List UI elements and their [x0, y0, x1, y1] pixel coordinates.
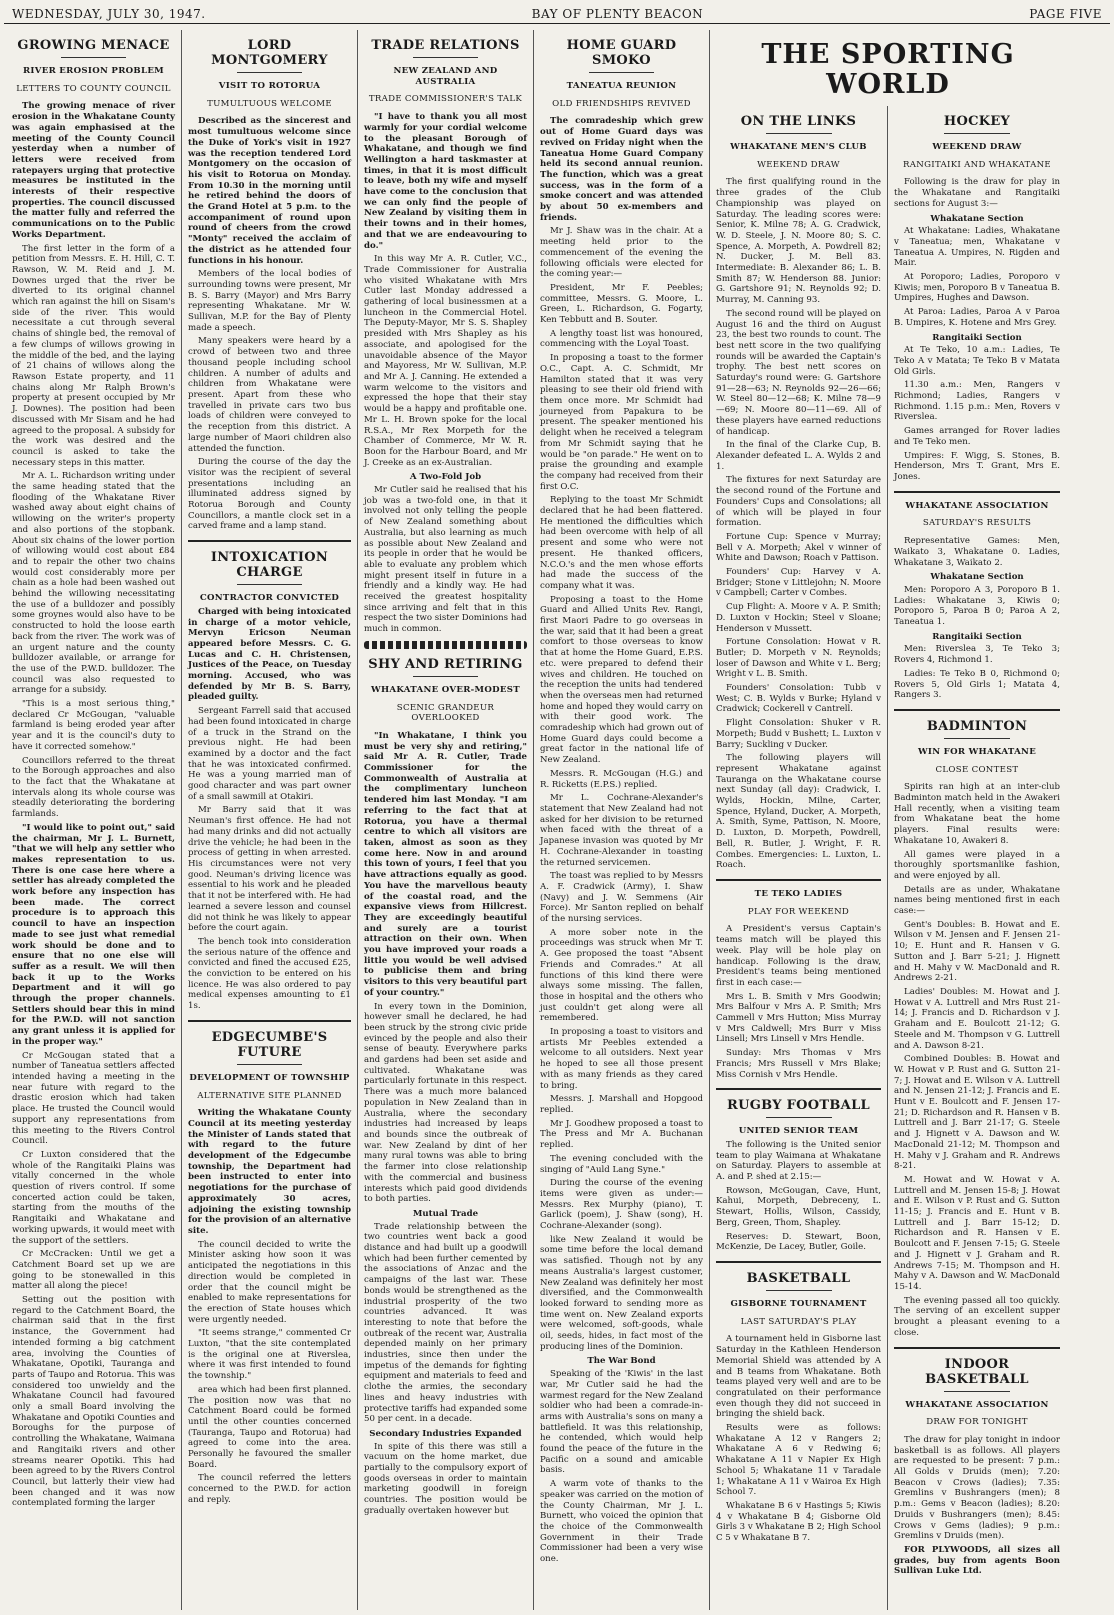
- paragraph: Councillors referred to the threat to the Borough approaches and also to the fact that the Whakatane at intervals along its whole course was steadily deteriorating the bordering farmlands.: [12, 755, 175, 820]
- paragraph: Members of the local bodies of surrounding towns were present, Mr B. S. Barry (Mayor) and Mrs Barry representing Whakatane. Mr W. Sullivan, M.P. for the Bay of Plenty made a speech.: [188, 269, 351, 333]
- paragraph: In every town in the Dominion, however small he declared, he had been struck by the strong civic pride evinced by the people and also their sense of beauty. Everywhere parks and gardens had been set aside and cultivated. Whakatane was particularly fortunate in this respect. There was a much more balanced population in New Zealand than in Australia, where the secondary industries had increased by leaps and bounds since the outbreak of war. New Zealand by dint of her many rural towns was able to bring the farmer into close relationship with the commercial and business interests which paid good dividends to both parties.: [364, 1001, 527, 1205]
- subheading: OLD FRIENDSHIPS REVIVED: [552, 98, 691, 109]
- masthead-date: WEDNESDAY, JULY 30, 1947.: [12, 7, 206, 21]
- sport-column-right: [888, 106, 1066, 1610]
- headline: TE TEKO LADIES: [754, 889, 843, 899]
- headline: HOCKEY: [943, 114, 1011, 129]
- paragraph: The following players will represent Whakatane against Tauranga on the Whakatane course next Sunday (all day): Cradwick, I. Wylds, Hockin, Milne, Carter, Spence, Hyland, Ducker, A. Morpeth, A. Smith, Syme, Pattison, N. Moore, D. Luxton, D. Morpeth, Powdrell, Bell, R. Butler, J. Wright, F. R. Combes. Emergencies: L. Luxton, L. Roach.: [716, 753, 881, 871]
- paragraph: At Te Teko, 10 a.m.: Ladies, Te Teko A v Matata; Te Teko B v Matata Old Girls.: [894, 345, 1060, 377]
- paragraph: The draw for play tonight in indoor basketball is as follows. All players are requested to be present: 7 p.m.: All Golds v Druids (men); 7.20: Beacon v Crows (ladies); 7.35: Gremlins v Bushrangers (men); 8 p.m.: Gems v Beacon (ladies); 8.20: Druids v Bushrangers (men); 8.45: Crows v Gems (ladies); 9 p.m.: Gremlins v Druids (men).: [894, 1434, 1060, 1542]
- paragraph: 11.30 a.m.: Men, Rangers v Richmond; Ladies, Rangers v Richmond. 1.15 p.m.: Men, Rovers v Riverslea.: [894, 380, 1060, 423]
- deck: CONTRACTOR CONVICTED: [199, 593, 340, 604]
- deck: GISBORNE TOURNAMENT: [730, 1298, 867, 1309]
- paragraph: Men: Riverslea 3, Te Teko 3; Rovers 4, Richmond 1.: [894, 644, 1060, 666]
- paragraph: In this way Mr A. R. Cutler, V.C., Trade Commissioner for Australia who visited Whakatane with Mrs Cutler last Monday addressed a gathering of local businessmen at a luncheon in the Commercial Hotel. The Deputy-Mayor, Mr S. S. Shapley presided with Mrs Shapley as his associate, and apologised for the unavoidable absence of the Mayor and Mayoress, Mr W. Sullivan, M.P. and Mr A. J. Canning. He extended a warm welcome to the visitors and expressed the hope that their stay would be a happy and profitable one. Mr L. H. Brown spoke for the local R.S.A., Mr Rex Morpeth for the Chamber of Commerce, Mr W. R. Boon for the Harbour Board, and Mr J. Creeke as an ex-Australian.: [364, 254, 527, 468]
- subheading: CLOSE CONTEST: [935, 764, 1019, 775]
- headline: ON THE LINKS: [740, 114, 857, 129]
- paragraph: Details are as under, Whakatane names being mentioned first in each case:—: [894, 884, 1060, 917]
- paragraph: M. Howat and W. Howat v A. Luttrell and M. Jensen 15-8; J. Howat and E. Wilson v P. Rust and G. Sutton 11-15; J. Francis and E. Hunt v B. Luttrell and J. Barr 15-12; D. Richardson and R. Hansen v E. Boulcott and F. Jensen 7-15; G. Steele and J. Hignett v J. Graham and R. Andrews 7-15; M. Thompson and H. Mahy v A. Dawson and W. MacDonald 15-14.: [894, 1174, 1060, 1292]
- lead-paragraph: "I have to thank you all most warmly for your cordial welcome to the pleasant Borough of Whakatane, and though we find Wellington a hard taskmaster at times, in that it is most difficult to leave, both my wife and myself have come to the conclusion that we can only find the people of New Zealand by visiting them in their towns and in their homes, and that we are endeavouring to do.": [364, 112, 527, 251]
- paragraph: Whakatane B 6 v Hastings 5; Kiwis 4 v Whakatane B 4; Gisborne Old Girls 3 v Whakatane B 2; High School C 5 v Whakatane B 7.: [716, 1500, 881, 1544]
- deck: UNITED SENIOR TEAM: [738, 1126, 859, 1137]
- subheading: DRAW FOR TONIGHT: [926, 1417, 1028, 1428]
- deck: RIVER EROSION PROBLEM: [22, 66, 164, 76]
- subhead: Mutual Trade: [412, 1208, 479, 1219]
- paragraph: In proposing a toast to the former O.C., Capt. A. C. Schmidt, Mr Hamilton stated that it was very pleasing to see their old friend with them once more. Mr Schmidt had journeyed from Papakura to be present. The speaker mentioned his delight when he received a telegram from Mr Schmidt saying that he would be "on parade." He went on to praise the grounding and example the company had received from their first O.C.: [540, 353, 703, 492]
- paragraph: "It seems strange," commented Cr Luxton, "that the site contemplated is the original one at Riverslea, where it was first intended to found the township.": [188, 1328, 351, 1382]
- paragraph: The evening concluded with the singing of "Auld Lang Syne.": [540, 1153, 703, 1175]
- subhead: Secondary Industries Expanded: [369, 1428, 522, 1439]
- paragraph: In proposing a toast to visitors and artists Mr Peebles extended a welcome to all outsiders. Next year he hoped to see all those present with as many friends as they cared to bring.: [540, 1027, 703, 1091]
- paragraph: The first letter in the form of a petition from Messrs. E. H. Hill, C. T. Rawson, W. M. Reid and J. M. Downes urged that the river be diverted to its original channel which ran against the hill on Sisam's side of the river. This would necessitate a cut through several chains of shingle bed, the removal of a few clumps of willows growing in the middle of the bed, and the laying of 21 chains of willows along the Rawson Estate property, and 11 chains along Mr Ralph Brown's property at present occupied by Mr J. Downes). The position had been discussed with Mr Sisam and he had agreed to the proposal. A subsidy for the work was desired and the council is asked to take the necessary steps in this matter.: [12, 243, 175, 468]
- paragraph: Games arranged for Rover ladies and Te Teko men.: [894, 426, 1060, 447]
- deck: WHAKATANE ASSOCIATION: [905, 1399, 1049, 1410]
- paragraph: A more sober note in the proceedings was struck when Mr T. A. Gee proposed the toast "Absent Friends and Comrades." At all functions of this kind there were always some missing. The fallen, those in hospital and the others who just couldn't get along were all remembered.: [540, 927, 703, 1024]
- paragraph: Flight Consolation: Shuker v R. Morpeth; Budd v Bushett; L. Luxton v Barry; Suckling v Ducker.: [716, 718, 881, 750]
- subhead: A Two-Fold Job: [409, 472, 482, 483]
- paragraph: Mr L. Cochrane-Alexander's statement that New Zealand had not asked for her division to be returned when faced with the threat of a Japanese invasion was quoted by Mr H. Cochrane-Alexander in toasting the returned servicemen.: [540, 793, 703, 868]
- paragraph: The evening passed all too quickly. The serving of an excellent supper brought a pleasant evening to a close.: [894, 1295, 1060, 1338]
- paragraph: A warm vote of thanks to the speaker was carried on the motion of the County Chairman, Mr J. L. Burnett, who voiced the opinion that the choice of the Commonwealth Government in their Trade Commissioner had been a very wise one.: [540, 1479, 703, 1565]
- paragraph: At Paroa: Ladies, Paroa A v Paroa B. Umpires, K. Hotene and Mrs Grey.: [894, 307, 1060, 328]
- subheading: LAST SATURDAY'S PLAY: [740, 1316, 857, 1327]
- paragraph: Setting out the position with regard to the Catchment Board, the chairman said that in the first instance, the Government had intended forming a big catchment area, involving the Counties of Whakatane, Opotiki, Tauranga and parts of Taupo and Rotorua. This was considered too unwieldy and the Whakatane Council had favoured only a small Board involving the Whakatane and Opotiki Counties and Boroughs for the purpose of controlling the Whakatane, Waimana and Rangitaiki rivers and other streams nearer Opotiki. This had been agreed to by the Rivers Control Council, but latterly their view had been changed and it was now contemplated forming the larger: [12, 1295, 175, 1509]
- paragraph: Cr McCracken: Until we get a Catchment Board set up we are going to be stonewalled in this matter all along the piece!: [12, 1249, 175, 1292]
- paragraph: The bench took into consideration the serious nature of the offence and convicted and fined the accused £25, the conviction to be entered on his licence. He was also ordered to pay medical expenses amounting to £1 1s.: [188, 936, 351, 1012]
- column-growing-menace: [6, 30, 182, 1610]
- section-title: THE SPORTING WORLD: [761, 39, 1015, 100]
- deck: WIN FOR WHAKATANE: [917, 746, 1037, 757]
- paragraph: Gent's Doubles: B. Howat and E. Wilson v M. Jensen and F. Jensen 21-10; E. Hunt and R. Hansen v G. Sutton and J. Barr 5-21; J. Hignett and H. Mahy v W. MacDonald and R. Andrews 2-21.: [894, 919, 1060, 984]
- headline: TRADE RELATIONS: [371, 38, 520, 53]
- paragraph: A President's versus Captain's teams match will be played this week. Play will be hole play on handicap. Following is the draw, President's teams being mentioned first in each case:—: [716, 924, 881, 988]
- lead-paragraph: Described as the sincerest and most tumultuous welcome since the Duke of York's visit in 1927 was the reception tendered Lord Montgomery on the occasion of his visit to Rotorua on Monday. From 10.30 in the morning until he retired behind the doors of the Grand Hotel at 5 p.m. to the accompaniment of round upon round of cheers from the crowd "Monty" received the acclaim of the district as he attended four functions in his honour.: [188, 116, 351, 266]
- subheading: SATURDAY'S RESULTS: [922, 518, 1032, 529]
- headline: SHY AND RETIRING: [368, 656, 523, 672]
- paragraph: A tournament held in Gisborne last Saturday in the Kathleen Henderson Memorial Shield was attended by A and B teams from Whakatane. Both teams played very well and are to be congratulated on their performance even though they did not succeed in bringing the shield back.: [716, 1334, 881, 1420]
- section-label: Whakatane Section: [930, 213, 1024, 224]
- lead-paragraph: Writing the Whakatane County Council at its meeting yesterday the Minister of Lands stated that with regard to the future development of the Edgecumbe township, the Department had been instructed to enter into negotiations for the purchase of approximately 30 acres, adjoining the existing township for the provision of an alternative site.: [188, 1108, 351, 1236]
- newspaper-page: [6, 30, 1108, 1610]
- paragraph: At Whakatane: Ladies, Whakatane v Taneatua; men, Whakatane v Taneatua A. Umpires, N. Rigden and Mair.: [894, 226, 1060, 269]
- subheading: TRADE COMMISSIONER'S TALK: [368, 94, 523, 105]
- masthead-page: PAGE FIVE: [1029, 7, 1102, 21]
- masthead-title: BAY OF PLENTY BEACON: [531, 7, 704, 21]
- paragraph: The toast was replied to by Messrs A. F. Cradwick (Army), I. Shaw (Navy) and J. W. Semmens (Air Force). Mr Santon replied on behalf of the nursing services.: [540, 871, 703, 925]
- deck: WHAKATANE MEN'S CLUB: [730, 142, 867, 152]
- paragraph: Cr Luxton considered that the whole of the Rangitaiki Plains was vitally concerned in the whole question of rivers control. If some concerted action could be taken, starting from the mouths of the Rangitaiki and Whakatane and working upwards, it would meet with the support of the settlers.: [12, 1149, 175, 1246]
- paragraph: The council decided to write the Minister asking how soon it was anticipated the negotiations in this direction would be completed in order that the council might be enabled to make representations for the erection of State houses which were urgently needed.: [188, 1239, 351, 1325]
- section-label: Rangitaiki Section: [932, 631, 1022, 642]
- paragraph: Sergeant Farrell said that accused had been found intoxicated in charge of a truck in the Strand on the previous night. He had been examined by a doctor and the fact that he was intoxicated confirmed. He was a young married man of good character and was part owner of a small sawmill at Otakiri.: [188, 706, 351, 802]
- headline: RUGBY FOOTBALL: [727, 1098, 870, 1114]
- paragraph: At Poroporo; Ladies, Poroporo v Kiwis; men, Poroporo B v Taneatua B. Umpires, Hughes and Dawson.: [894, 272, 1060, 304]
- deck: VISIT TO ROTORUA: [218, 81, 321, 91]
- headline: WHAKATANE ASSOCIATION: [905, 500, 1049, 511]
- subheading: RANGITAIKI AND WHAKATANE: [902, 159, 1051, 170]
- paragraph: Messrs. J. Marshall and Hopgood replied.: [540, 1094, 703, 1115]
- subheading: SCENIC GRANDEUR OVERLOOKED: [396, 702, 495, 724]
- paragraph: Cup Flight: A. Moore v A. P. Smith; D. Luxton v Hockin; Steel v Sloane; Henderson v Mussett.: [716, 602, 881, 634]
- headline: LORD MONTGOMERY: [211, 38, 328, 68]
- masthead: [4, 4, 1110, 24]
- paragraph: area which had been first planned. The position now was that no Catchment Board could be formed until the other counties concerned (Tauranga, Taupo and Rotorua) had agreed to come into the area. Personally he favoured the smaller Board.: [188, 1384, 351, 1470]
- paragraph: Mr Cutler said he realised that his job was a two-fold one, in that it involved not only telling the people of New Zealand something about Australia, but also learning as much as possible about New Zealand and its people in order that he would be able to evaluate any problem which might present itself in future in a friendly and a kindly way. He had received the greatest hospitality since arriving and felt that in this respect the two sister Dominions had much in common.: [364, 485, 527, 635]
- paragraph: Founders' Cup: Harvey v A. Bridger; Stone v Littlejohn; N. Moore v Campbell; Carter v Combes.: [716, 567, 881, 599]
- paragraph: Following is the draw for play in the Whakatane and Rangitaiki sections for August 3:—: [894, 177, 1060, 209]
- headline: BASKETBALL: [746, 1270, 851, 1286]
- subhead: The War Bond: [587, 1356, 656, 1367]
- subheading: PLAY FOR WEEKEND: [747, 906, 850, 917]
- paragraph: Mr J. Shaw was in the chair. At a meeting held prior to the commencement of the evening the following officials were elected for the coming year:—: [540, 226, 703, 280]
- paragraph: Mr Barry said that it was Neuman's first offence. He had not had many drinks and did not actually drive the vehicle; he had been in the process of getting in when arrested. His circumstances were not very good. Neuman's driving licence was essential to his work and he pleaded that it not be interfered with. He had learned a severe lesson and counsel did not think he was likely to appear before the court again.: [188, 805, 351, 934]
- headline: HOME GUARD SMOKO: [566, 38, 677, 68]
- paragraph: Messrs. R. McGougan (H.G.) and R. Ricketts (E.P.S.) replied.: [540, 768, 703, 790]
- paragraph: Reserves: D. Stewart, Boon, McKenzie, De Lacey, Butler, Goile.: [716, 1231, 881, 1253]
- paragraph: Mrs L. B. Smith v Mrs Goodwin; Mrs Balfour v Mrs A. P. Smith; Mrs Cammell v Mrs Hutton; Miss Murray v Mrs Caldwell; Mrs Burr v Miss Linsell; Mrs Linsell v Mrs Hendle.: [716, 991, 881, 1045]
- lead-paragraph: "In Whakatane, I think you must be very shy and retiring," said Mr A. R. Cutler, Trade Commissioner for the Commonwealth of Australia at the complimentary luncheon tendered him last Monday. "I am referring to the fact that at Rotorua, you have a thermal centre to which all visitors are taken, almost as soon as they come here. Now in and around this town of yours, I feel that you have attractions equally as good. You have the marvellous beauty of the coastal road, and the expansive views from Hillcrest. They are exceedingly beautiful and surely are a tourist attraction on their own. When you have improved your roads a little you would be well advised to publicise them and bring visitors to this very beautiful part of your country.": [364, 730, 527, 998]
- section-label: Rangitaiki Section: [932, 332, 1022, 343]
- subheading: TUMULTUOUS WELCOME: [207, 98, 332, 109]
- column-trade-relations: [358, 30, 534, 1610]
- paragraph: During the course of the evening items were given as under:— Messrs. Rex Murphy (piano), T. Garlick (poem), J. Shaw (song), H. Cochrane-Alexander (song).: [540, 1178, 703, 1232]
- lead-paragraph: The comradeship which grew out of Home Guard days was revived on Friday night when the Taneatua Home Guard Company held its second annual reunion. The function, which was a great success, was in the form of a smoke concert and was attended by about 50 ex-members and friends.: [540, 116, 703, 223]
- paragraph: All games were played in a thoroughly sportsmanlike fashion, and were enjoyed by all.: [894, 849, 1060, 881]
- paragraph: Results were as follows: Whakatane A 12 v Rangers 2; Whakatane A 6 v Redwing 6; Whakatane A 11 v Napier Ex High School 5; Whakatane 11 v Taradale 1; Whakatane A 11 v Wairoa Ex High School 7.: [716, 1423, 881, 1498]
- lead-paragraph: Charged with being intoxicated in charge of a motor vehicle, Mervyn Ericson Neuman appeared before Messrs. C. G. Lucas and C. H. Christensen, Justices of the Peace, on Tuesday morning. Accused, who was defended by Mr B. S. Barry, pleaded guilty.: [188, 606, 351, 703]
- paragraph: Umpires: F. Wigg, S. Stones, B. Henderson, Mrs T. Grant, Mrs E. Jones.: [894, 450, 1060, 482]
- paragraph: In the final of the Clarke Cup, B. Alexander defeated L. A. Wylds 2 and 1.: [716, 440, 881, 472]
- sport-column-left: [710, 106, 888, 1610]
- paragraph: A lengthy toast list was honoured, commencing with the Loyal Toast.: [540, 328, 703, 350]
- paragraph: During the course of the day the visitor was the recipient of several presentations including an illuminated address signed by Rotorua Borough and County Councillors, a mantle clock set in a carved frame and a lamp stand.: [188, 457, 351, 532]
- deck: TANEATUA REUNION: [566, 81, 677, 91]
- paragraph: Combined Doubles: B. Howat and W. Howat v P. Rust and G. Sutton 21-7; J. Howat and E. Wilson v A. Luttrell and N. Jensen 21-12; J. Francis and E. Hunt v E. Boulcott and F. Jensen 17-21; D. Richardson and R. Hansen v B. Luttrell and J. Barr 21-17; G. Steele and J. Hignett v A. Dawson and W. MacDonald 21-12; M. Thompson and H. Mahy v J. Graham and R. Andrews 8-21.: [894, 1054, 1060, 1172]
- paragraph: The fixtures for next Saturday are the second round of the Fortune and Founders' Cups and Consolations; all of which will be played in four formation.: [716, 475, 881, 529]
- column-home-guard: [534, 30, 710, 1610]
- paragraph: Cr McGougan stated that a number of Taneatua settlers affected intended having a meeting in the near future with regard to the drastic erosion which had taken place. He trusted the Council would support any representations from this meeting to the Rivers Control Council.: [12, 1050, 175, 1147]
- paragraph: In spite of this there was still a vacuum on the home market, due partially to the compulsory export of goods overseas in order to maintain marketing goodwill in foreign countries. The position would be gradually overtaken however but: [364, 1441, 527, 1516]
- paragraph: Representative Games: Men, Waikato 3, Whakatane 0. Ladies, Whakatane 3, Waikato 2.: [894, 536, 1060, 568]
- sporting-world-section: [710, 30, 1066, 1610]
- paragraph: Proposing a toast to the Home Guard and Allied Units Rev. Rangi, first Maori Padre to go overseas in the war, said that it had been a great comfort to those overseas to know that at home the Home Guard, E.P.S. etc. were prepared to defend their wives and children. He touched on the reception the units had tendered when the overseas men had returned home and hoped they would carry on with their good work. The comradeship which had grown out of Home Guard days could become a great factor in the national life of New Zealand.: [540, 594, 703, 766]
- paragraph: Mr J. Goodhew proposed a toast to The Press and Mr A. Buchanan replied.: [540, 1118, 703, 1151]
- paragraph: Ladies' Doubles: M. Howat and J. Howat v A. Luttrell and Mrs Rust 21-14; J. Francis and D. Richardson v J. Graham and E. Boulcott 21-12; G. Steele and M. Thompson v G. Luttrell and A. Dawson 8-21.: [894, 987, 1060, 1051]
- deck: WHAKATANE OVER-MODEST: [371, 684, 520, 695]
- deck: WEEKEND DRAW: [932, 142, 1022, 152]
- paragraph: Mr A. L. Richardson writing under the same heading stated that the flooding of the Whakatane River washed away about eight chains of willowing on the writer's property and also portions of the stopbank. About six chains of the lower portion of willowing would cost about £84 and to repair the other two chains would cost considerably more per chain as a hole had been washed out behind the willowing necessitating the use of a bulldozer and possibly some groynes would also have to be constructed to hold the loose earth back from the river. The work was of an urgent nature and the county bulldozer available, or arrange for the use of the P.W.D. bulldozer. The council was also requested to arrange for a subsidy.: [12, 471, 175, 696]
- paragraph: like New Zealand it would be some time before the local demand was satisfied. Though not by any means Australia's largest customer, New Zealand was definitely her most diversified, and the Commonwealth looked forward to sending more as time went on. New Zealand exports were welcomed, soft-goods, whale oil, seeds, hides, in fact most of the producing lines of the Dominion.: [540, 1234, 703, 1352]
- paragraph: Men: Poroporo A 3, Poroporo B 1. Ladies: Whakatane 3, Kiwis 0; Poroporo 5, Paroa B 0; Paroa A 2, Taneatua 1.: [894, 584, 1060, 628]
- paragraph: Founders' Consolation: Tubb v West; C. B. Wylds v Burke; Hyland v Cradwick; Cockerell v Cantrell.: [716, 683, 881, 715]
- subheading: WEEKEND DRAW: [757, 159, 840, 170]
- lead-paragraph: The growing menace of river erosion in the Whakatane County was again emphasised at the meeting of the County Council yesterday when a number of letters were received from ratepayers urging that protective measures be instituted in the interests of their respective properties. The council discussed the matter fully and referred the communications on to the Public Works Department.: [12, 101, 175, 240]
- paragraph: "This is a most serious thing," declared Cr McGougan, "valuable farmland is being eroded year after year and it is the council's duty to have it corrected somehow.": [12, 699, 175, 752]
- paragraph: The second round will be played on August 16 and the third on August 23, the best two rounds to count. The best nett score in the two qualifying rounds will be awarded the Captain's trophy. The best nett scores on Saturday's round were: G. Gartshore 91—28—63; N. Reynolds 92—26—66; W. Steel 80—12—68; K. Milne 78—9—69; N. Moore 80—11—69. All of these players have earned reductions of handicap.: [716, 308, 881, 437]
- headline: INTOXICATION CHARGE: [210, 550, 329, 581]
- headline: BADMINTON: [926, 718, 1028, 734]
- column-lord-montgomery: [182, 30, 358, 1610]
- headline: INDOOR BASKETBALL: [925, 1356, 1029, 1387]
- deck: NEW ZEALAND AND AUSTRALIA: [393, 66, 498, 87]
- paragraph: The council referred the letters concerned to the P.W.D. for action and reply.: [188, 1473, 351, 1505]
- paragraph: Spirits ran high at an inter-club Badminton match held in the Awakeri Hall recently, when a visiting team from Whakatane beat the home players. Final results were: Whakatane 10, Awakeri 8.: [894, 782, 1060, 846]
- paragraph: President, Mr F. Peebles; committee, Messrs. G. Moore, L. Green, L. Richardson, G. Fogarty, Ken Tebbutt and B. Souter.: [540, 282, 703, 326]
- paragraph: Sunday: Mrs Thomas v Mrs Francis; Mrs Russell v Mrs Blake; Miss Cornish v Mrs Hendle.: [716, 1048, 881, 1080]
- paragraph: Many speakers were heard by a crowd of between two and three thousand people including school children. A number of adults and children from Whakatane were present. Apart from these who travelled in private cars two bus loads of children were conveyed to the reception from this district. A large number of Maori children also attended the function.: [188, 336, 351, 454]
- subheading: LETTERS TO COUNTY COUNCIL: [16, 83, 171, 94]
- paragraph: Fortune Consolation: Howat v R. Butler; D. Morpeth v N. Reynolds; loser of Dawson and White v L. Berg; Wright v L. B. Smith.: [716, 637, 881, 680]
- headline: GROWING MENACE: [17, 38, 170, 53]
- paragraph: "I would like to point out," said the chairman, Mr J. L. Burnett, "that we will help any settler who makes representation to us. There is one case here where a settler has already completed the work before any inspection has been made. The correct procedure is to approach this council to have an inspection made to see just what remedial work should be done and to ensure that no one else will suffer as a result. We will then back it up to the Works Department and it will go through the proper channels. Settlers should bear this in mind for the P.W.D. will not sanction any grant unless it is applied for in the proper way.": [12, 822, 175, 1047]
- paragraph: Replying to the toast Mr Schmidt declared that he had been flattered. He mentioned the difficulties which had been overcome with help of all present and some who were not present. He thanked officers, N.C.O.'s and the men whose efforts had made the success of the company what it was.: [540, 495, 703, 591]
- divider: [364, 641, 527, 649]
- paragraph: Speaking of the 'Kiwis' in the last war, Mr Cutler said he had the warmest regard for the New Zealand soldier who had been a comrade-in-arms with Australia's sons on many a battlefield. It was this relationship, he contended, which would help found the peace of the future in the Pacific on a sound and amicable basis.: [540, 1369, 703, 1476]
- paragraph: Trade relationship between the two countries went back a good distance and had built up a goodwill which had been further cemented by the associations of Anzac and the campaigns of the last war. These bonds would be strengthened as the industrial prosperity of the two countries advanced. It was interesting to note that before the outbreak of the recent war, Australia depended mainly on her primary industries, since then under the impetus of the demands for fighting equipment and materials to feed and clothe the armies, the secondary lines and heavy industries with protective tariffs had expanded some 50 per cent. in a decade.: [364, 1221, 527, 1425]
- paragraph: Ladies: Te Teko B 0, Richmond 0; Rovers 5, Old Girls 1; Matata 4, Rangers 3.: [894, 668, 1060, 701]
- deck: DEVELOPMENT OF TOWNSHIP: [189, 1072, 350, 1083]
- paragraph: The first qualifying round in the three grades of the Club Championship was played on Saturday. The leading scores were: Senior, K. Milne 78; A. G. Cradwick, W. D. Steele, J. N. Moore 80; S. C. Spence, A. Morpeth, A. Powdrell 82; N. Ducker, J. M. Bell 83. Intermediate: B. Alexander 86; L. B. Smith 87; W. Henderson 88. Junior: G. Gartshore 91; N. Reynolds 92; D. Murray, M. Canning 93.: [716, 177, 881, 306]
- headline: EDGECUMBE'S FUTURE: [211, 1029, 328, 1060]
- paragraph: The following is the United senior team to play Waimana at Whakatane on Saturday. Players to assemble at A. and P. shed at 2.15:—: [716, 1139, 881, 1183]
- section-label: Whakatane Section: [930, 572, 1024, 583]
- paragraph: Fortune Cup: Spence v Murray; Bell v A. Morpeth; Akel v winner of White and Dawson; Roach v Pattison.: [716, 531, 881, 564]
- advertisement-line: FOR PLYWOODS, all sizes all grades, buy from agents Boon Sullivan Luke Ltd.: [894, 1544, 1060, 1577]
- subheading: ALTERNATIVE SITE PLANNED: [197, 1090, 342, 1101]
- paragraph: Rowson, McGougan, Cave, Hunt, Kahui, Morpeth, Debreceny, L. Stewart, Hollis, Wilson, Cassidy, Berg, Green, Thom, Shapley.: [716, 1185, 881, 1228]
